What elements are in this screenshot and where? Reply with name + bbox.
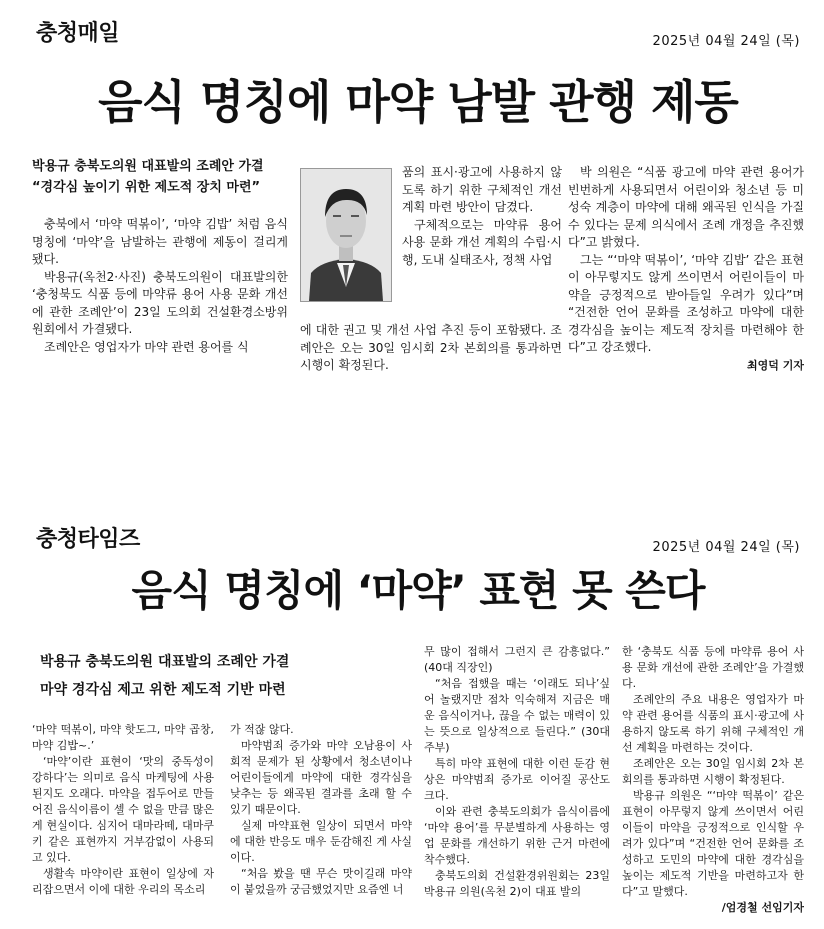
subheadline: 박용규 충북도의원 대표발의 조례안 가결 — [32, 159, 264, 174]
article-column-3 — [424, 644, 610, 900]
subheadline-block — [32, 156, 294, 198]
article-column-2-top — [402, 164, 562, 269]
article-paragraph: 가 적잖 않다. — [230, 723, 294, 736]
subheadline-block — [40, 648, 400, 704]
article-paragraph: 박용규 의원은 “‘마약 떡볶이’ 같은 표현이 아무렇지 않게 쓰이면서 어린이들이 마약을 긍정적으로 인식할 우려가 있다”며 “건전한 언어 문화를 조성하고 도민의 마약에 대한 경각심을 높이는 제도적 기반을 마련하고자 한다”고 말했다. — [622, 789, 804, 898]
article-paragraph: ‘마약’이란 표현이 ‘맛의 중독성이 강하다’는 의미로 음식 마케팅에 사용된지도 오래다. 마약을 접두어로 만들어진 음식이름이 셀 수 없을 만큼 많은게 현실이다. 심지어 대마라떼, 대마쿠키 같은 표현까지 거부감없이 사용되고 있다. — [32, 755, 214, 864]
newspaper-clip-chungcheong-maeil — [32, 16, 804, 386]
article-paragraph: 조례안은 영업자가 마약 관련 용어를 식 — [44, 339, 249, 354]
article-paragraph: “처음 접했을 때는 ‘이래도 되나’싶어 놀랬지만 점차 익숙해져 지금은 매운 음식이거나, 끊을 수 없는 매력이 있는 뜻으로 일상적으로 들린다.” (30대 주부) — [424, 677, 610, 754]
article-paragraph: 구체적으로는 마약류 용어 사용 문화 개선 계획의 수립·시행, 도내 실태조사, 정책 사업 — [402, 217, 562, 267]
article-column-4 — [622, 644, 804, 916]
article-paragraph: 품의 표시·광고에 사용하지 않도록 하기 위한 구체적인 개선 계획 마련 방안이 담겼다. — [402, 165, 562, 214]
newspaper-name: 충청타임즈 — [36, 527, 140, 552]
headline: 음식 명칭에 ‘마약’ 표현 못 쓴다 — [131, 566, 705, 615]
subheadline: 마약 경각심 제고 위한 제도적 기반 마련 — [40, 682, 286, 698]
article-paragraph: 조례안은 오는 30일 임시회 2차 본회의를 통과하면 시행이 확정된다. — [622, 757, 804, 786]
article-paragraph: 한 ‘충북도 식품 등에 마약류 용어 사용 문화 개선에 관한 조례안’을 가결했다. — [622, 645, 804, 690]
article-column-2-bottom — [300, 322, 562, 375]
article-paragraph: 충북에서 ‘마약 떡볶이’, ‘마약 김밥’ 처럼 음식 명칭에 ‘마약’을 남발하는 관행에 제동이 걸리게 됐다. — [32, 217, 288, 266]
article-paragraph: 에 대한 권고 및 개선 사업 추진 등이 포함됐다. 조례안은 오는 30일 임시회 2차 본회의를 통과하면 시행이 확정된다. — [300, 323, 562, 372]
article-paragraph: 특히 마약 표현에 대한 이런 둔감 현상은 마약범죄 증가로 이어질 공산도 크다. — [424, 757, 610, 802]
article-paragraph: 무 많이 접해서 그런지 큰 감흥없다.” (40대 직장인) — [424, 645, 610, 674]
subheadline: “경각심 높이기 위한 제도적 장치 마련” — [32, 180, 261, 195]
article-paragraph: 생활속 마약이란 표현이 일상에 자리잡으면서 이에 대한 우리의 목소리 — [32, 867, 214, 896]
article-column-1 — [32, 216, 288, 356]
article-paragraph: 박 의원은 “식품 광고에 마약 관련 용어가 빈번하게 사용되면서 어린이와 청소년 등 미성숙 계층이 마약에 대해 왜곡된 인식을 가질 수 있다는 문제 의식에서 조례 개정을 추진했다”고 밝혔다. — [568, 165, 804, 249]
publication-date: 2025년 04월 24일 (목) — [652, 34, 800, 49]
reporter-photo-park-yonggyu — [300, 168, 392, 302]
portrait-image — [301, 169, 391, 301]
article-column-2 — [230, 722, 412, 898]
article-paragraph: 조례안의 주요 내용은 영업자가 마약 관련 용어를 식품의 표시·광고에 사용하지 않도록 하기 위해 구체적인 개선 계획을 마련하는 것이다. — [622, 693, 804, 754]
article-paragraph: 실제 마약표현 일상이 되면서 마약에 대한 반응도 매우 둔감해진 게 사실이다. — [230, 819, 412, 864]
headline: 음식 명칭에 마약 남발 관행 제동 — [98, 75, 738, 129]
article-paragraph: 마약범죄 증가와 마약 오남용이 사회적 문제가 된 상황에서 청소년이나 어린이들에게 마약에 대한 경각심을 낮추는 등 왜곡된 결과를 초래 할 수 있기 때문이다. — [230, 739, 412, 816]
article-paragraph: 충북도의회 건설환경위원회는 23일 박용규 의원(옥천 2)이 대표 발의 — [424, 869, 610, 898]
subheadline: 박용규 충북도의원 대표발의 조례안 가결 — [40, 654, 290, 670]
byline: /엄경철 선임기자 — [721, 901, 804, 914]
article-paragraph: “처음 봤을 땐 무슨 맛이길래 마약이 붙었을까 궁금했었지만 요즘엔 너 — [230, 867, 412, 896]
article-column-3 — [568, 164, 804, 374]
article-paragraph: 그는 “‘마약 떡볶이’, ‘마약 김밥’ 같은 표현이 아무렇지도 않게 쓰이면서 어린이들이 마약을 긍정적으로 받아들일 우려가 있다”며 “건전한 언어 문화를 조성하고 마약에 대한 경각심을 높이는 제도적 장치를 마련해야 한다”고 강조했다. — [568, 252, 804, 354]
article-paragraph: 이와 관련 충북도의회가 음식이름에 ‘마약 용어’를 무분별하게 사용하는 영업 문화를 개선하기 위한 근거 마련에 착수했다. — [424, 805, 610, 866]
article-paragraph: 박용규(옥천2·사진) 충북도의원이 대표발의한 ‘충청북도 식품 등에 마약류 용어 사용 문화 개선에 관한 조례안’이 23일 도의회 건설환경소방위원회에서 가결됐다. — [32, 269, 288, 336]
article-column-1 — [32, 722, 214, 898]
newspaper-clip-chungcheong-times — [32, 522, 804, 924]
newspaper-name: 충청매일 — [36, 21, 120, 46]
byline: 최영덕 기자 — [747, 358, 804, 372]
article-paragraph: ‘마약 떡볶이, 마약 핫도그, 마약 곱창, 마약 김밥~.’ — [32, 723, 214, 752]
publication-date: 2025년 04월 24일 (목) — [652, 540, 800, 555]
